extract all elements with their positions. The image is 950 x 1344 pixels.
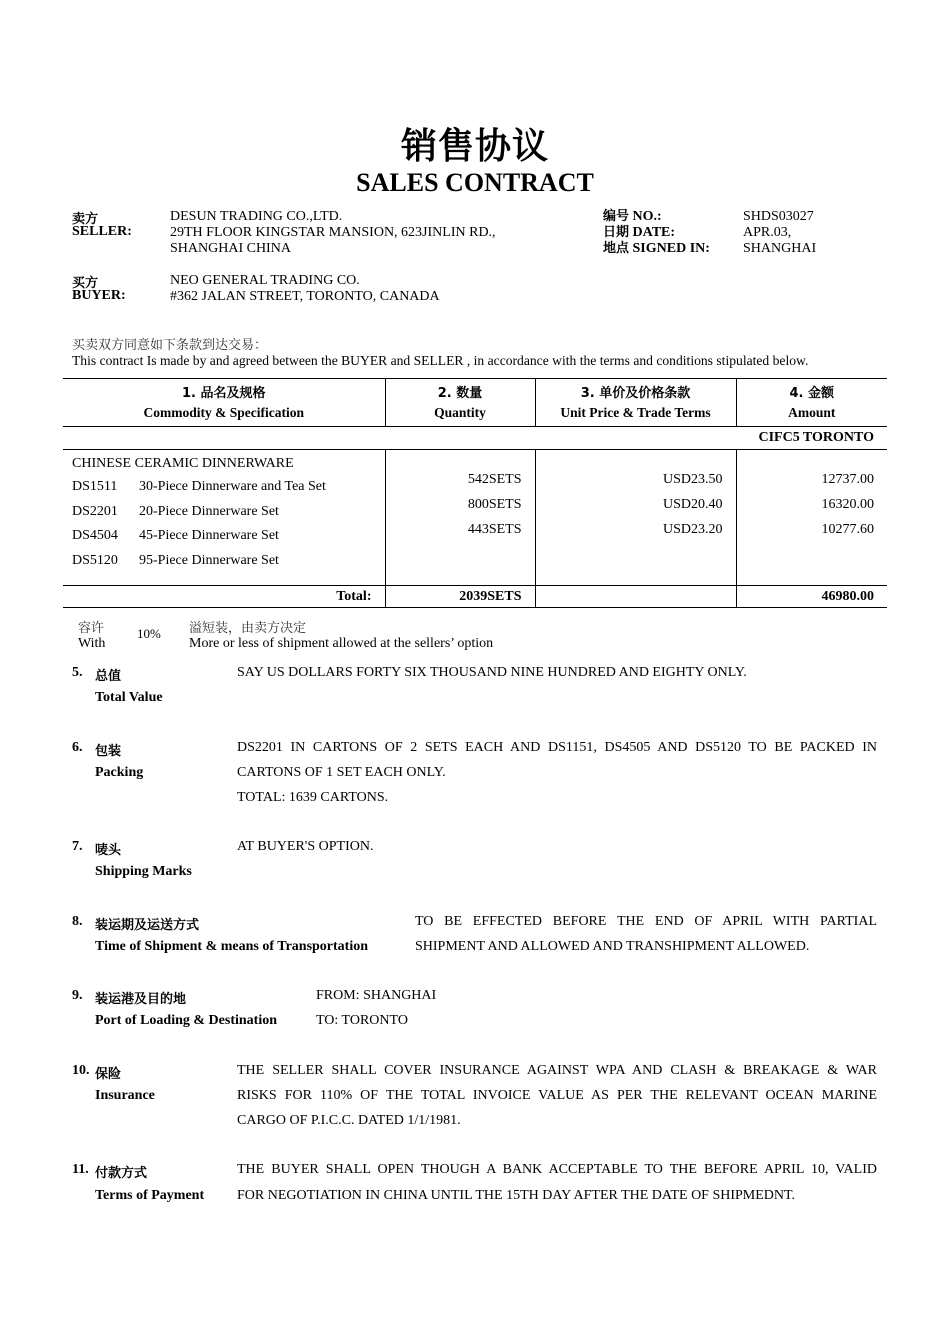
quantity-value: 443SETS: [467, 522, 522, 537]
price-value: USD20.40: [662, 497, 723, 512]
clause-8-title-en: Time of Shipment & means of Transportation: [95, 939, 369, 954]
clause-7-number: 7.: [72, 839, 83, 854]
commodity-title: CHINESE CERAMIC DINNERWARE: [72, 456, 294, 471]
seller-address-1: 29TH FLOOR KINGSTAR MANSION, 623JINLIN RD.,: [170, 225, 496, 240]
seller-label-cn: 卖方: [72, 212, 99, 227]
total-row: [63, 586, 887, 608]
price-cell: [535, 450, 736, 586]
date-value: APR.03,: [743, 225, 792, 240]
clause-9-number: 9.: [72, 988, 83, 1003]
trade-term-row: [63, 427, 887, 450]
clause-5-title-en: Total Value: [95, 690, 163, 705]
table-header-row: [63, 379, 887, 427]
amount-value: 10277.60: [821, 522, 874, 537]
trade-term: CIFC5 TORONTO: [63, 427, 887, 450]
buyer-label-en: BUYER:: [72, 288, 126, 303]
list-item: DS1511 30-Piece Dinnerware and Tea Set: [72, 479, 326, 494]
clause-5-text: SAY US DOLLARS FORTY SIX THOUSAND NINE HUNDRED AND EIGHTY ONLY.: [237, 665, 747, 680]
price-value: USD23.50: [662, 472, 723, 487]
clause-9-title-cn: 装运港及目的地: [95, 992, 187, 1007]
clause-6-line-3: TOTAL: 1639 CARTONS.: [237, 790, 389, 805]
clause-11-line-2: FOR NEGOTIATION IN CHINA UNTIL THE 15TH DAY AFTER THE DATE OF SHIPMEDNT.: [237, 1188, 796, 1203]
list-item: DS4504 45-Piece Dinnerware Set: [72, 528, 279, 544]
seller-label-en: SELLER:: [72, 224, 132, 239]
clause-6-line-1: DS2201 IN CARTONS OF 2 SETS EACH AND DS1151, DS4505 AND DS5120 TO BE PACKED IN: [237, 740, 877, 755]
clause-6-line-2: CARTONS OF 1 SET EACH ONLY.: [237, 765, 446, 780]
amount-cell: [736, 450, 887, 586]
signed-in-value: SHANGHAI: [743, 241, 817, 256]
clause-5-number: 5.: [72, 665, 83, 680]
clause-6-title-en: Packing: [95, 765, 144, 780]
contract-no-label: 编号 NO.:: [603, 209, 662, 224]
price-value: USD23.20: [662, 522, 723, 537]
tolerance-en-1: With: [78, 636, 106, 651]
agreement-en: This contract Is made by and agreed between the BUYER and SELLER , in accordance with the terms and conditions stipulated below.: [72, 353, 809, 368]
quantity-value: 542SETS: [467, 472, 522, 487]
header-commodity: 1. 品名及规格 Commodity & Specification: [63, 379, 385, 427]
clause-7-title-en: Shipping Marks: [95, 864, 192, 879]
signed-in-label: 地点 SIGNED IN:: [603, 241, 710, 256]
title-chinese: 销售协议: [400, 126, 549, 167]
clause-9-from: FROM: SHANGHAI: [316, 988, 437, 1003]
seller-name: DESUN TRADING CO.,LTD.: [170, 209, 343, 224]
buyer-address: #362 JALAN STREET, TORONTO, CANADA: [170, 289, 440, 304]
clause-8-line-1: TO BE EFFECTED BEFORE THE END OF APRIL WITH PARTIAL: [415, 914, 877, 929]
commodity-cell: [63, 450, 385, 586]
total-price-empty: [535, 586, 736, 608]
tolerance-percent: 10%: [137, 626, 161, 641]
tolerance-cn-2: 溢短装，由卖方决定: [189, 621, 307, 636]
agreement-cn: 买卖双方同意如下条款到达交易：: [72, 338, 268, 353]
title-english: SALES CONTRACT: [356, 168, 594, 197]
header-amount: 4. 金额 Amount: [736, 379, 887, 427]
list-item: DS5120 95-Piece Dinnerware Set: [72, 553, 279, 569]
clause-7-text: AT BUYER'S OPTION.: [237, 839, 374, 854]
buyer-label-cn: 买方: [72, 276, 99, 291]
clause-6-number: 6.: [72, 740, 83, 755]
clause-9-to: TO: TORONTO: [316, 1013, 408, 1028]
tolerance-en-2: More or less of shipment allowed at the sellers’ option: [189, 636, 494, 651]
total-label: Total:: [63, 586, 385, 608]
header-unit-price: 3. 单价及价格条款 Unit Price & Trade Terms: [535, 379, 736, 427]
goods-table: [63, 378, 887, 608]
clause-10-line-3: CARGO OF P.I.C.C. DATED 1/1/1981.: [237, 1113, 461, 1128]
goods-body-row: [63, 450, 887, 586]
total-quantity: 2039SETS: [385, 586, 535, 608]
amount-value: 16320.00: [821, 497, 874, 512]
contract-no-value: SHDS03027: [743, 209, 814, 224]
clause-10-title-en: Insurance: [95, 1088, 155, 1103]
clause-10-line-2: RISKS FOR 110% OF THE TOTAL INVOICE VALUE AS PER THE RELEVANT OCEAN MARINE: [237, 1088, 877, 1103]
tolerance-cn-1: 容许: [78, 621, 105, 636]
list-item: DS2201 20-Piece Dinnerware Set: [72, 503, 279, 519]
clause-11-line-1: THE BUYER SHALL OPEN THOUGH A BANK ACCEPTABLE TO THE BEFORE APRIL 10, VALID: [237, 1162, 877, 1177]
clause-10-title-cn: 保险: [95, 1067, 122, 1082]
clause-7-title-cn: 唛头: [95, 843, 122, 858]
clause-8-number: 8.: [72, 914, 83, 929]
clause-6-title-cn: 包装: [95, 744, 122, 759]
clause-8-title-cn: 装运期及运送方式: [95, 918, 200, 933]
clause-5-title-cn: 总值: [95, 669, 122, 684]
total-amount: 46980.00: [736, 586, 887, 608]
clause-10-line-1: THE SELLER SHALL COVER INSURANCE AGAINST WPA AND CLASH & BREAKAGE & WAR: [237, 1063, 877, 1078]
amount-value: 12737.00: [821, 472, 874, 487]
header-quantity: 2. 数量 Quantity: [385, 379, 535, 427]
seller-address-2: SHANGHAI CHINA: [170, 241, 291, 256]
quantity-cell: [385, 450, 535, 586]
buyer-name: NEO GENERAL TRADING CO.: [170, 273, 360, 288]
clause-11-title-en: Terms of Payment: [95, 1188, 205, 1203]
date-label: 日期 DATE:: [603, 225, 676, 240]
quantity-value: 800SETS: [467, 497, 522, 512]
clause-8-line-2: SHIPMENT AND ALLOWED AND TRANSHIPMENT ALLOWED.: [415, 939, 810, 954]
clause-11-number: 11.: [72, 1162, 89, 1177]
clause-9-title-en: Port of Loading & Destination: [95, 1013, 277, 1028]
clause-10-number: 10.: [72, 1063, 90, 1078]
clause-11-title-cn: 付款方式: [95, 1166, 148, 1181]
